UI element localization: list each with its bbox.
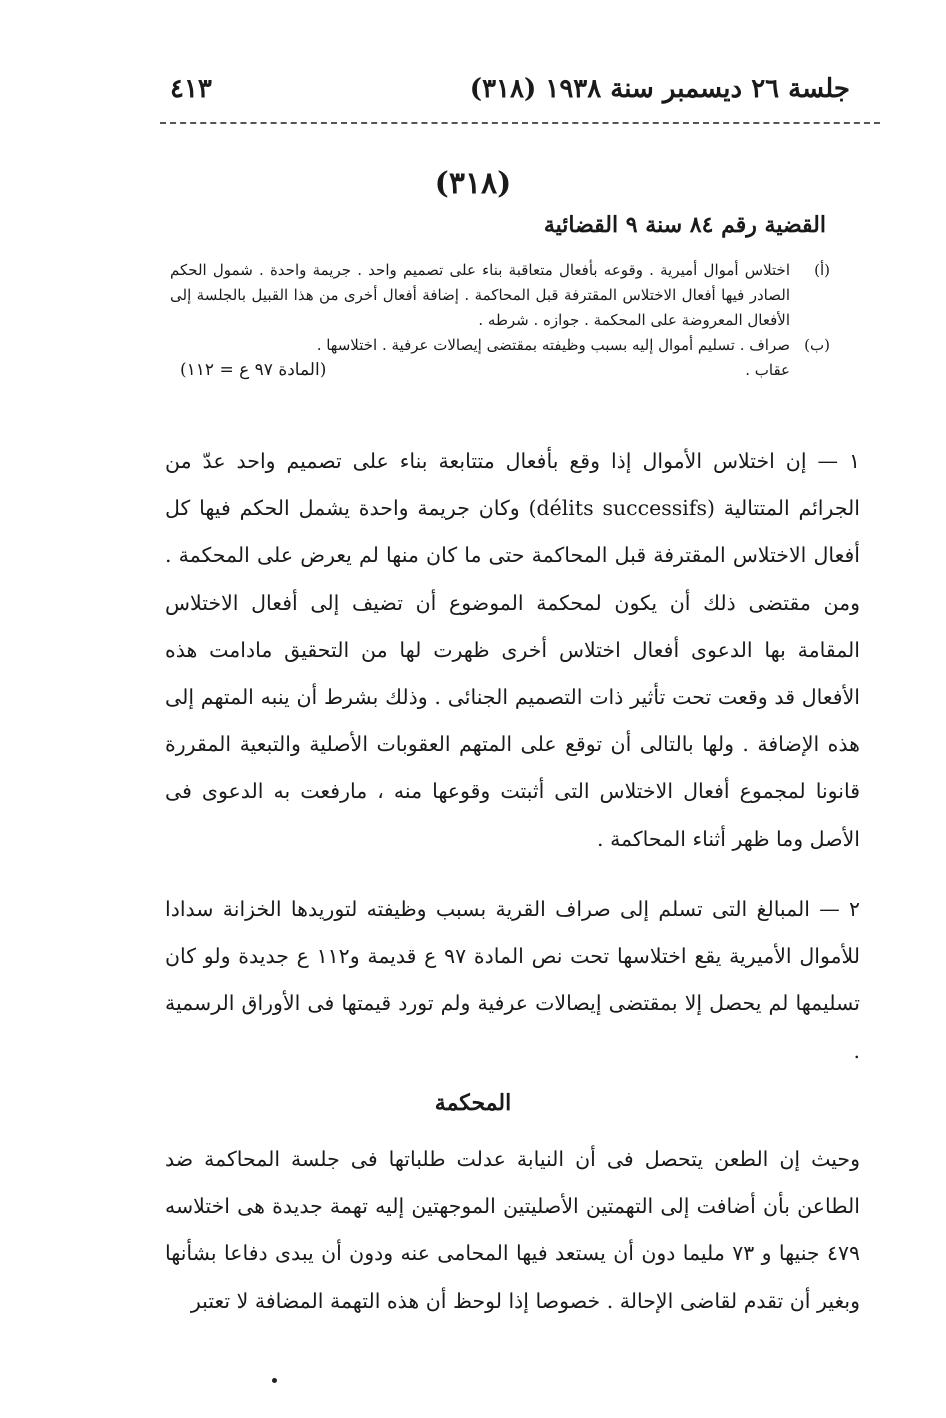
case-number: (٣١٨) — [434, 166, 512, 201]
principle-1 — [165, 438, 860, 863]
court-reasoning — [165, 1136, 860, 1325]
headnote-b-marker: (ب) — [804, 336, 830, 354]
principle-2 — [165, 886, 860, 1075]
headnote-b-last-word: عقاب . — [745, 361, 790, 379]
headnote-b-article-line — [170, 358, 830, 383]
page-number: ٤١٣ — [170, 74, 212, 104]
running-title: جلسة ٢٦ ديسمبر سنة ١٩٣٨ (٣١٨) — [469, 74, 850, 104]
court-reasoning-text: وحيث إن الطعن يتحصل فى أن النيابة عدلت طلباتها فى جلسة المحاكمة ضد الطاعن بأن أضافت إلى التهمتين الأصليتين الموجهتين إليه تهمة جديدة هى اختلاسه ٤٧٩ جنيها و ٧٣ مليما دون أن يستعد فيها المحامى عنه ودون أن يبدى دفاعا بشأنها وبغير أن تقدم لقاضى الإحالة . خصوصا إذا لوحظ أن هذه التهمة المضافة لا تعتبر — [165, 1147, 860, 1313]
headnote-b-text: صراف . تسليم أموال إليه بسبب وظيفته بمقتضى إيصالات عرفية . اختلاسها . — [316, 336, 790, 354]
headnote-a-marker: (أ) — [814, 261, 830, 279]
principle-2-text: ٢ — المبالغ التى تسلم إلى صراف القرية بسبب وظيفته لتوريدها الخزانة سدادا للأموال الأميرية يقع اختلاسها تحت نص المادة ٩٧ ع قديمة و١١٢ ع جديدة ولو كان تسليمها لم يحصل إلا بمقتضى إيصالات عرفية ولم تورد قيمتها فى الأوراق الرسمية . — [165, 897, 861, 1063]
headnote-a — [170, 258, 830, 333]
principle-1-text: ١ — إن اختلاس الأموال إذا وقع بأفعال متتابعة بناء على تصميم واحد عدّ من الجرائم المتتالية (délits successifs) وكان جريمة واحدة يشمل الحكم فيها كل أفعال الاختلاس المقترفة قبل المحاكمة حتى ما كان منها لم يعرض على المحكمة . ومن مقتضى ذلك أن يكون لمحكمة الموضوع أن تضيف إلى أفعال الاختلاس المقامة بها الدعوى أفعال اختلاس أخرى ظهرت لها من التحقيق مادامت هذه الأفعال قد وقعت تحت تأثير ذات التصميم الجنائى . وذلك بشرط أن ينبه المتهم إلى هذه الإضافة . ولها بالتالى أن توقع على المتهم العقوبات الأصلية والتبعية المقررة قانونا لمجموع أفعال الاختلاس التى أثبتت وقوعها منه ، مارفعت به الدعوى فى الأصل وما ظهر أثناء المحاكمة . — [165, 449, 860, 851]
headnote-b — [170, 333, 830, 358]
header-rule — [160, 122, 880, 124]
headnote-summary — [170, 258, 830, 383]
page-mark — [272, 1378, 277, 1383]
headnote-a-text: اختلاس أموال أميرية . وقوعه بأفعال متعاقبة بناء على تصميم واحد . جريمة واحدة . شمول الحكم الصادر فيها أفعال الاختلاس المقترفة قبل المحاكمة . إضافة أفعال أخرى من هذا القبيل بالجلسة إلى الأفعال المعروضة على المحكمة . جوازه . شرطه . — [170, 261, 790, 329]
article-reference: (المادة ٩٧ ع = ١١٢) — [180, 360, 327, 380]
court-heading: المحكمة — [434, 1090, 512, 1116]
case-title: القضية رقم ٨٤ سنة ٩ القضائية — [543, 212, 826, 238]
running-header — [160, 74, 880, 118]
